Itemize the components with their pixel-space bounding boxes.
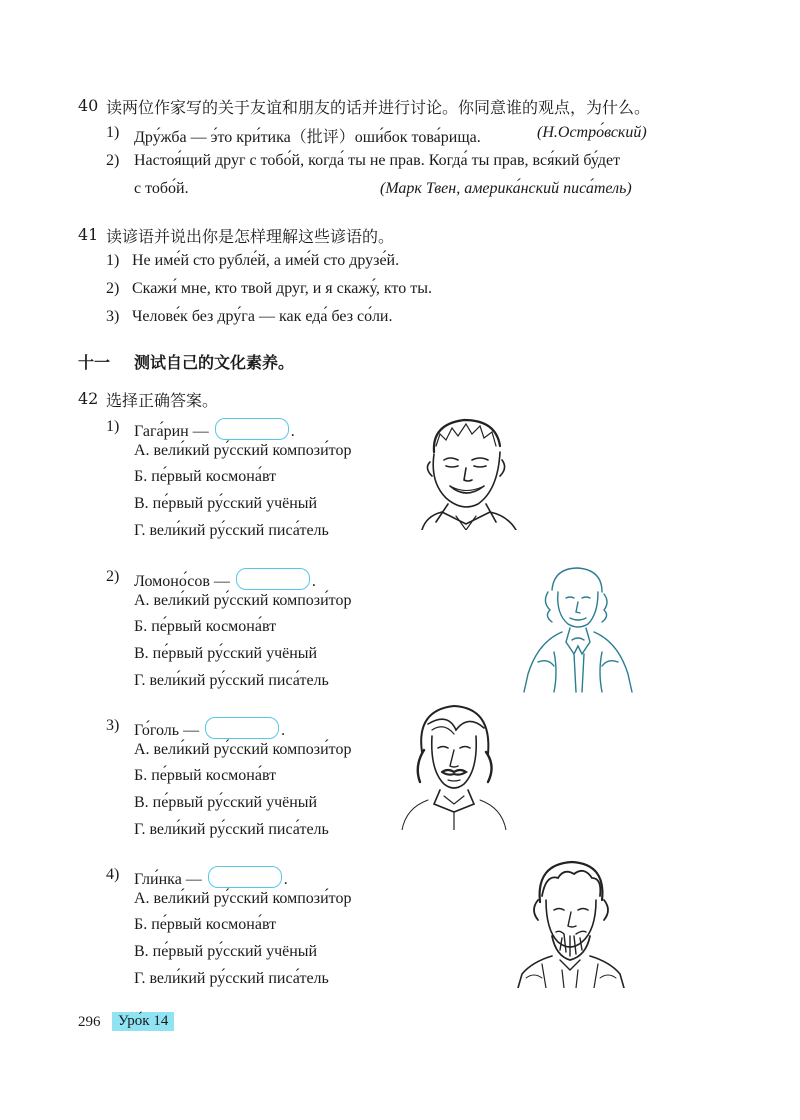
quote-text: Настоя́щий друг с тобо́й, когда́ ты не прав. Когда́ ты прав, вся́кий бу́дет bbox=[134, 152, 621, 169]
question-stem bbox=[134, 866, 288, 889]
exercise-number: 41 bbox=[78, 225, 99, 244]
section-number: 十一 bbox=[78, 353, 111, 372]
portrait-lomonosov bbox=[518, 562, 638, 694]
option-a[interactable]: А. вели́кий ру́сский компози́тор bbox=[134, 890, 352, 907]
answer-blank[interactable] bbox=[215, 418, 289, 440]
option-d[interactable]: Г. вели́кий ру́сский писа́тель bbox=[134, 672, 329, 689]
item-label: 1) bbox=[106, 124, 120, 141]
question-end: . bbox=[290, 423, 295, 440]
item-label: 2) bbox=[106, 280, 120, 297]
item-label: 3) bbox=[106, 308, 120, 325]
question-label: 2) bbox=[106, 568, 120, 585]
option-c[interactable]: В. пе́рвый ру́сский учёный bbox=[134, 645, 318, 662]
question-end: . bbox=[283, 871, 288, 888]
option-c[interactable]: В. пе́рвый ру́сский учёный bbox=[134, 943, 318, 960]
question-name: Го́голь — bbox=[134, 722, 200, 739]
proverb-text: Не име́й сто рубле́й, а име́й сто друзе́й. bbox=[132, 252, 400, 269]
exercise-number: 42 bbox=[78, 389, 99, 408]
option-d[interactable]: Г. вели́кий ру́сский писа́тель bbox=[134, 821, 329, 838]
quote-text-continued: с тобо́й. bbox=[134, 180, 189, 197]
quote-text: Дру́жба — э́то кри́тика（批评）оши́бок това́рища. bbox=[134, 129, 481, 146]
portrait-gagarin bbox=[412, 412, 520, 530]
option-a[interactable]: А. вели́кий ру́сский компози́тор bbox=[134, 442, 352, 459]
option-c[interactable]: В. пе́рвый ру́сский учёный bbox=[134, 495, 318, 512]
question-end: . bbox=[281, 722, 286, 739]
section-title: 测试自己的文化素养。 bbox=[134, 353, 295, 372]
answer-blank[interactable] bbox=[208, 866, 282, 888]
option-a[interactable]: А. вели́кий ру́сский компози́тор bbox=[134, 592, 352, 609]
question-stem bbox=[134, 418, 295, 441]
exercise-number: 40 bbox=[78, 96, 99, 115]
quote-author: (Марк Твен, америка́нский писа́тель) bbox=[380, 180, 632, 197]
question-label: 3) bbox=[106, 717, 120, 734]
question-name: Гли́нка — bbox=[134, 871, 202, 888]
option-b[interactable]: Б. пе́рвый космона́вт bbox=[134, 468, 277, 485]
portrait-glinka bbox=[512, 856, 630, 988]
question-label: 4) bbox=[106, 866, 120, 883]
exercise-instruction: 读谚语并说出你是怎样理解这些谚语的。 bbox=[106, 227, 395, 246]
question-stem bbox=[134, 568, 316, 591]
option-b[interactable]: Б. пе́рвый космона́вт bbox=[134, 618, 277, 635]
question-name: Гага́рин — bbox=[134, 423, 209, 440]
proverb-text: Скажи́ мне, кто твой друг, и я скажу́, кто ты. bbox=[132, 280, 432, 297]
question-stem bbox=[134, 717, 285, 740]
option-a[interactable]: А. вели́кий ру́сский компози́тор bbox=[134, 741, 352, 758]
item-label: 1) bbox=[106, 252, 120, 269]
option-d[interactable]: Г. вели́кий ру́сский писа́тель bbox=[134, 970, 329, 987]
option-c[interactable]: В. пе́рвый ру́сский учёный bbox=[134, 794, 318, 811]
portrait-gogol bbox=[398, 700, 510, 830]
item-label: 2) bbox=[106, 152, 120, 169]
option-d[interactable]: Г. вели́кий ру́сский писа́тель bbox=[134, 522, 329, 539]
option-b[interactable]: Б. пе́рвый космона́вт bbox=[134, 767, 277, 784]
answer-blank[interactable] bbox=[236, 568, 310, 590]
exercise-instruction: 选择正确答案。 bbox=[106, 391, 219, 410]
option-b[interactable]: Б. пе́рвый космона́вт bbox=[134, 916, 277, 933]
question-label: 1) bbox=[106, 418, 120, 435]
exercise-instruction: 读两位作家写的关于友谊和朋友的话并进行讨论。你同意谁的观点，为什么。 bbox=[106, 98, 651, 117]
quote-author: (Н.Остро́вский) bbox=[537, 124, 647, 141]
proverb-text: Челове́к без дру́га — как еда́ без со́ли. bbox=[132, 308, 393, 325]
question-end: . bbox=[311, 573, 316, 590]
page-number: 296 bbox=[78, 1014, 101, 1030]
answer-blank[interactable] bbox=[205, 717, 279, 739]
question-name: Ломоно́сов — bbox=[134, 573, 230, 590]
lesson-badge: Уро́к 14 bbox=[112, 1012, 174, 1031]
